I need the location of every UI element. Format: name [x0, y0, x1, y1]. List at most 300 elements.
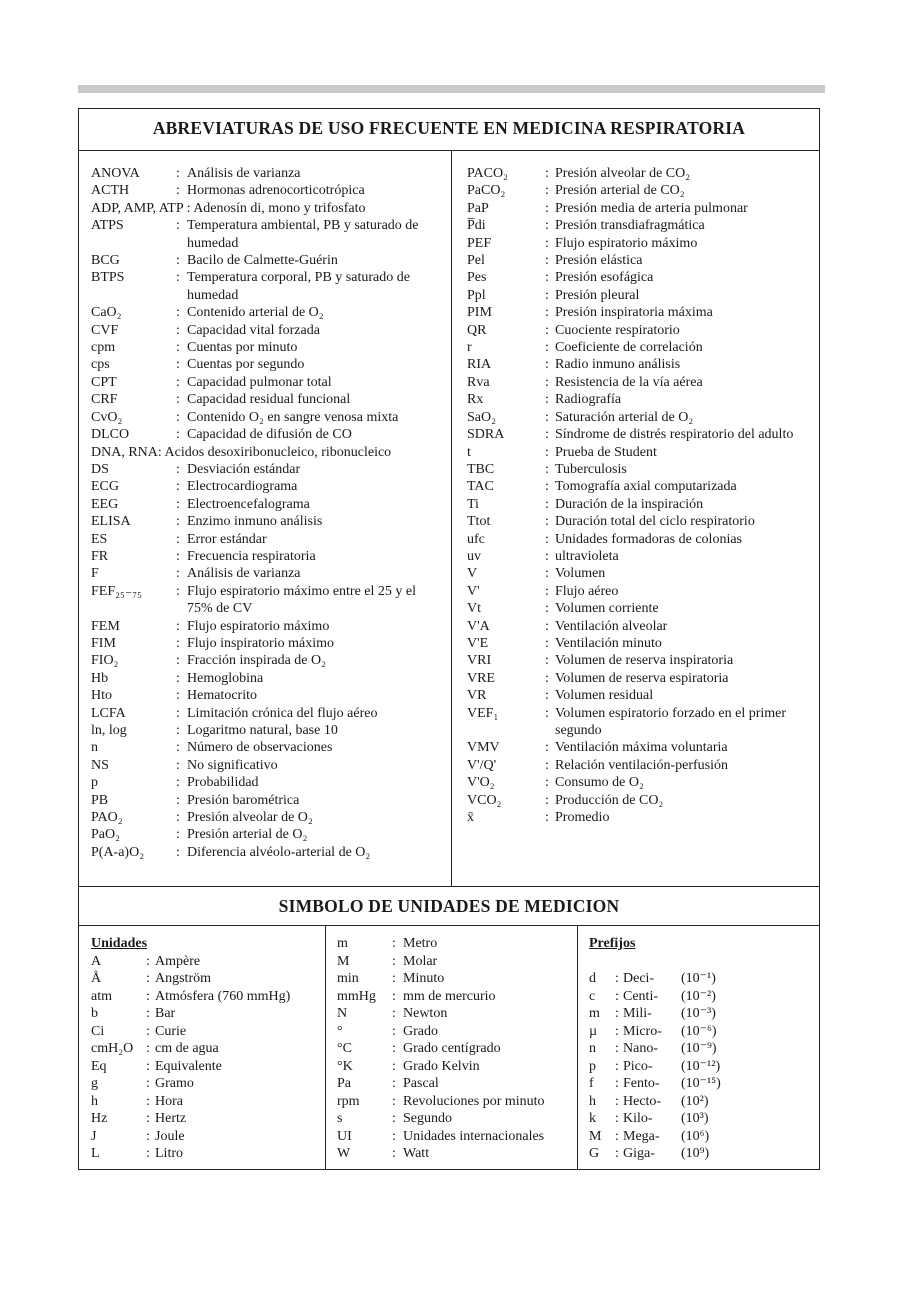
- abbreviation: CaO₂: [91, 305, 122, 321]
- units-column-2: [337, 935, 581, 1163]
- colon-separator: :: [545, 514, 549, 530]
- colon-separator: :: [545, 548, 549, 564]
- colon-separator: :: [176, 723, 180, 738]
- abbreviation: Pes: [467, 270, 487, 286]
- colon-separator: :: [176, 514, 180, 530]
- abbreviation: FEM: [91, 618, 120, 634]
- abbreviation: TBC: [467, 461, 495, 477]
- abbreviation: m: [337, 936, 348, 951]
- abbreviation: °K: [337, 1058, 353, 1074]
- abbreviation: h: [91, 1093, 98, 1109]
- definition: Revoluciones por minuto: [403, 1093, 545, 1109]
- list-item: [337, 988, 581, 1006]
- list-item: [467, 565, 811, 582]
- list-item: [467, 687, 811, 704]
- colon-separator: :: [615, 1058, 619, 1074]
- definition: Temperatura ambiental, PB y saturado de humedad: [187, 218, 419, 251]
- prefix-name: Giga-: [623, 1146, 655, 1161]
- definition: Flujo espiratorio máximo: [555, 235, 698, 251]
- colon-separator: :: [176, 427, 180, 443]
- list-item: [91, 478, 441, 495]
- abbreviation: cmH₂O: [91, 1041, 134, 1056]
- title-divider: [79, 150, 819, 151]
- colon-separator: :: [615, 1146, 619, 1161]
- list-item: [91, 826, 441, 843]
- list-item: [467, 513, 811, 530]
- list-item: [467, 809, 811, 826]
- prefix-item: [589, 1075, 809, 1093]
- abbreviation: PIM: [467, 305, 492, 321]
- definition: Presión pleural: [555, 287, 640, 303]
- abbreviation: n: [91, 740, 98, 756]
- colon-separator: :: [615, 1023, 619, 1039]
- definition: Angström: [155, 971, 211, 986]
- colon-separator: :: [176, 566, 180, 582]
- colon-separator: :: [176, 757, 180, 773]
- prefix-exponent: (10⁻¹): [681, 971, 716, 986]
- definition: Presión esofágica: [555, 270, 654, 286]
- abbreviation: p: [91, 775, 98, 791]
- abbreviation: g: [91, 1076, 98, 1091]
- units-section-title: SIMBOLO DE UNIDADES DE MEDICION: [278, 896, 620, 916]
- abbreviation: ES: [91, 531, 108, 547]
- abbreviation: FEF₂₅₋₇₅: [91, 583, 143, 599]
- abbreviation: FIO₂: [91, 653, 119, 669]
- units-column: [91, 935, 329, 1163]
- list-item: [467, 496, 811, 513]
- list-item: [91, 496, 441, 513]
- colon-separator: :: [176, 409, 180, 425]
- list-item: [91, 757, 441, 774]
- definition: Equivalente: [155, 1058, 222, 1074]
- colon-separator: :: [545, 200, 549, 216]
- definition: Grado: [403, 1023, 438, 1039]
- definition: Atmósfera (760 mmHg): [155, 988, 291, 1004]
- colon-separator: :: [545, 705, 549, 721]
- abbreviation: P̅di: [467, 218, 486, 234]
- colon-separator: :: [392, 1146, 396, 1161]
- colon-separator: :: [146, 971, 150, 986]
- list-item: [91, 426, 441, 443]
- colon-separator: :: [545, 618, 549, 634]
- definition: Frecuencia respiratoria: [187, 548, 316, 564]
- list-item: [467, 356, 811, 373]
- prefix-name: Nano-: [623, 1041, 658, 1056]
- colon-separator: :: [146, 1041, 150, 1056]
- abbreviation: t: [467, 444, 471, 460]
- prefix-symbol: n: [589, 1041, 596, 1056]
- definition: Volumen residual: [555, 688, 654, 704]
- abbreviation: TAC: [467, 479, 494, 495]
- list-item: [467, 322, 811, 339]
- definition: Curie: [155, 1023, 187, 1039]
- colon-separator: :: [545, 287, 549, 303]
- abbreviation: V'O₂: [467, 775, 495, 791]
- colon-separator: :: [176, 496, 180, 512]
- definition: Producción de CO₂: [555, 792, 664, 808]
- abbreviation: ACTH: [91, 183, 130, 199]
- abbreviation: atm: [91, 988, 112, 1004]
- definition: Unidades internacionales: [403, 1128, 545, 1144]
- prefix-item: [589, 1023, 809, 1041]
- prefix-symbol: G: [589, 1146, 600, 1161]
- colon-separator: :: [615, 971, 619, 986]
- abbreviation: EEG: [91, 496, 119, 512]
- abbreviation: W: [337, 1146, 351, 1161]
- definition: Consumo de O₂: [555, 775, 644, 791]
- prefix-item: [589, 1093, 809, 1111]
- definition: Diferencia alvéolo-arterial de O₂: [187, 844, 371, 860]
- abbreviation: ufc: [467, 531, 485, 547]
- definition: Cuentas por minuto: [187, 340, 298, 356]
- abbreviation: Rva: [467, 374, 490, 390]
- colon-separator: :: [545, 688, 549, 704]
- prefix-name: Pico-: [623, 1058, 653, 1074]
- definition: Presión alveolar de O₂: [187, 810, 313, 826]
- abbreviation: Ppl: [467, 287, 486, 303]
- list-item: [337, 1040, 581, 1058]
- colon-separator: :: [545, 583, 549, 599]
- list-item: [467, 304, 811, 321]
- colon-separator: :: [615, 1128, 619, 1144]
- colon-separator: :: [176, 740, 180, 756]
- definition: Volumen de reserva inspiratoria: [555, 653, 734, 669]
- abbreviation: PaCO₂: [467, 183, 506, 199]
- abbreviation: Hz: [91, 1111, 108, 1126]
- abbreviation: Rx: [467, 392, 484, 408]
- definition: Hora: [155, 1093, 183, 1109]
- colon-separator: :: [392, 1076, 396, 1091]
- list-item: [91, 356, 441, 373]
- colon-separator: :: [176, 827, 180, 843]
- prefix-name: Micro-: [623, 1023, 662, 1039]
- definition: Presión alveolar de CO₂: [555, 166, 691, 181]
- abbreviation: ln, log: [91, 723, 127, 738]
- abbreviation: PB: [91, 792, 109, 808]
- definition: Relación ventilación-perfusión: [555, 757, 728, 773]
- colon-separator: :: [392, 1023, 396, 1039]
- abbreviation: VEF₁: [467, 705, 499, 721]
- colon-separator: :: [176, 810, 180, 826]
- definition: Molar: [403, 953, 438, 969]
- colon-separator: :: [176, 392, 180, 408]
- colon-separator: :: [545, 340, 549, 356]
- list-item: [467, 548, 811, 565]
- abbreviation: V'/Q': [467, 757, 497, 773]
- colon-separator: :: [176, 218, 180, 234]
- definition: Volumen: [555, 566, 606, 582]
- definition: Presión barométrica: [187, 792, 300, 808]
- colon-separator: :: [615, 1111, 619, 1126]
- definition: Segundo: [403, 1111, 452, 1126]
- definition: Cuentas por segundo: [187, 357, 305, 373]
- definition: Watt: [403, 1146, 430, 1161]
- definition: Tuberculosis: [555, 461, 627, 477]
- colon-separator: :: [176, 775, 180, 791]
- colon-separator: :: [176, 374, 180, 390]
- abbreviations-right-column: [467, 165, 811, 826]
- colon-separator: :: [545, 496, 549, 512]
- colon-separator: :: [392, 1093, 396, 1109]
- colon-separator: :: [146, 1128, 150, 1144]
- prefix-exponent: (10⁶): [681, 1128, 710, 1144]
- definition: Hemoglobina: [187, 670, 264, 686]
- colon-separator: :: [146, 1006, 150, 1021]
- colon-separator: :: [545, 235, 549, 251]
- colon-separator: :: [545, 531, 549, 547]
- list-item: [467, 635, 811, 652]
- column-divider: [451, 150, 452, 886]
- definition: Radio inmuno análisis: [555, 357, 681, 373]
- list-item: [467, 600, 811, 617]
- list-item: [337, 1110, 581, 1128]
- top-gray-rule: [78, 85, 825, 93]
- definition: Coeficiente de correlación: [555, 340, 703, 356]
- abbreviation: VRI: [467, 653, 492, 669]
- abbreviation: ATPS: [91, 218, 124, 234]
- colon-separator: :: [545, 166, 549, 181]
- list-item: [467, 792, 811, 809]
- prefix-symbol: µ: [589, 1023, 598, 1039]
- abbreviation: ELISA: [91, 514, 131, 530]
- definition: Metro: [403, 936, 438, 951]
- colon-separator: :: [176, 688, 180, 704]
- definition: Contenido arterial de O₂: [187, 305, 324, 321]
- abbreviation: mmHg: [337, 988, 376, 1004]
- prefix-symbol: h: [589, 1093, 596, 1109]
- list-item: [467, 583, 811, 600]
- prefix-exponent: (10³): [681, 1111, 709, 1126]
- prefix-symbol: c: [589, 988, 596, 1004]
- prefix-symbol: f: [589, 1076, 594, 1091]
- abbreviation: Å: [91, 971, 102, 986]
- colon-separator: :: [176, 166, 180, 181]
- list-item: [91, 583, 441, 618]
- definition: Flujo inspiratorio máximo: [187, 635, 334, 651]
- definition: Promedio: [555, 810, 610, 826]
- colon-separator: :: [176, 705, 180, 721]
- prefix-item: [589, 1040, 809, 1058]
- list-item: [467, 269, 811, 286]
- prefix-item: [589, 1110, 809, 1128]
- definition: cm de agua: [155, 1041, 219, 1056]
- definition: ultravioleta: [555, 548, 619, 564]
- abbreviation: V': [467, 583, 480, 599]
- prefix-item: [589, 970, 809, 988]
- list-item: [91, 252, 441, 269]
- colon-separator: :: [545, 253, 549, 269]
- definition: Litro: [155, 1146, 183, 1161]
- colon-separator: :: [176, 461, 180, 477]
- definition: Flujo espiratorio máximo entre el 25 y el 75% de CV: [187, 583, 417, 617]
- list-item: [91, 304, 441, 321]
- list-item: [91, 322, 441, 339]
- list-item: [91, 844, 441, 861]
- list-item: [467, 426, 811, 443]
- colon-separator: :: [615, 988, 619, 1004]
- entry-text: DNA, RNA: Acidos desoxiribonucleico, ribonucleico: [91, 444, 392, 460]
- list-item: [91, 739, 441, 756]
- abbreviation: FIM: [91, 635, 116, 651]
- definition: Capacidad de difusión de CO: [187, 427, 352, 443]
- definition: Síndrome de distrés respiratorio del adulto: [555, 427, 794, 443]
- definition: No significativo: [187, 757, 278, 773]
- abbreviation: SDRA: [467, 427, 505, 443]
- list-item: [467, 739, 811, 756]
- list-item: [91, 809, 441, 826]
- prefix-name: Kilo-: [623, 1111, 653, 1126]
- prefixes-heading: Prefijos: [589, 936, 636, 951]
- list-item: [337, 1005, 581, 1023]
- list-item: [337, 1058, 581, 1076]
- definition: Unidades formadoras de colonias: [555, 531, 742, 547]
- definition: Volumen espiratorio forzado en el primer segundo: [555, 705, 787, 738]
- abbreviation: F: [91, 566, 99, 582]
- definition: mm de mercurio: [403, 988, 496, 1004]
- abbreviation: J: [91, 1128, 97, 1144]
- colon-separator: :: [176, 479, 180, 495]
- colon-separator: :: [392, 936, 396, 951]
- colon-separator: :: [545, 670, 549, 686]
- abbreviation: Eq: [91, 1058, 107, 1074]
- colon-separator: :: [545, 374, 549, 390]
- list-item: [467, 774, 811, 791]
- colon-separator: :: [176, 844, 180, 860]
- definition: Ventilación minuto: [555, 635, 662, 651]
- definition: Presión transdiafragmática: [555, 218, 705, 234]
- abbreviation: min: [337, 971, 359, 986]
- definition: Presión media de arteria pulmonar: [555, 200, 748, 216]
- list-item: [337, 970, 581, 988]
- list-item: [91, 1110, 329, 1128]
- list-item: [91, 1023, 329, 1041]
- definition: Capacidad residual funcional: [187, 392, 351, 408]
- colon-separator: :: [545, 218, 549, 234]
- prefix-name: Mili-: [623, 1006, 652, 1021]
- prefix-exponent: (10⁹): [681, 1146, 710, 1161]
- list-item: [467, 182, 811, 199]
- definition: Radiografía: [555, 392, 622, 408]
- abbreviation: Vt: [467, 601, 481, 617]
- list-item: [467, 478, 811, 495]
- list-item: [91, 652, 441, 669]
- list-item: [91, 269, 441, 304]
- abbreviation: CRF: [91, 392, 118, 408]
- list-item: [467, 705, 811, 740]
- definition: Fracción inspirada de O₂: [187, 653, 327, 669]
- definition: Análisis de varianza: [187, 566, 301, 582]
- list-item: [91, 988, 329, 1006]
- abbreviation: Pel: [467, 253, 485, 269]
- colon-separator: :: [176, 653, 180, 669]
- list-item: [337, 1075, 581, 1093]
- list-item: [337, 1128, 581, 1146]
- list-item: [91, 792, 441, 809]
- definition: Ampère: [155, 953, 201, 969]
- prefix-item: [589, 1145, 809, 1163]
- abbreviation: LCFA: [91, 705, 126, 721]
- definition: Newton: [403, 1006, 448, 1021]
- abbreviation: RIA: [467, 357, 492, 373]
- abbreviation: uv: [467, 548, 481, 564]
- definition: Capacidad pulmonar total: [187, 374, 332, 390]
- abbreviation: Hb: [91, 670, 109, 686]
- definition: Hematocrito: [187, 688, 257, 704]
- list-item: [337, 1145, 581, 1163]
- colon-separator: :: [545, 322, 549, 338]
- colon-separator: :: [176, 618, 180, 634]
- list-item: [467, 217, 811, 234]
- colon-separator: :: [545, 566, 549, 582]
- abbreviation: CPT: [91, 374, 117, 390]
- colon-separator: :: [146, 1146, 150, 1161]
- definition: Presión elástica: [555, 253, 643, 269]
- colon-separator: :: [545, 305, 549, 321]
- definition: Volumen corriente: [555, 601, 659, 617]
- prefix-exponent: (10⁻²): [681, 988, 716, 1004]
- colon-separator: :: [545, 810, 549, 826]
- colon-separator: :: [146, 1058, 150, 1074]
- abbreviation: PEF: [467, 235, 492, 251]
- abbreviation: VCO₂: [467, 792, 502, 808]
- abbreviation: ANOVA: [91, 166, 140, 181]
- colon-separator: :: [392, 1111, 396, 1126]
- definition: Presión arterial de CO₂: [555, 183, 685, 199]
- colon-separator: :: [545, 392, 549, 408]
- definition: Desviación estándar: [187, 461, 301, 477]
- definition: Electrocardiograma: [187, 479, 298, 495]
- prefix-exponent: (10⁻¹²): [681, 1058, 721, 1074]
- abbreviation: PaO₂: [91, 827, 120, 843]
- list-item: [467, 287, 811, 304]
- list-item: [467, 165, 811, 182]
- abbreviation: PAO₂: [91, 810, 123, 826]
- list-item: [337, 953, 581, 971]
- list-item: [91, 444, 441, 461]
- abbreviation: °C: [337, 1041, 352, 1056]
- colon-separator: :: [545, 479, 549, 495]
- list-item: [91, 1093, 329, 1111]
- colon-separator: :: [545, 792, 549, 808]
- entry-text: ADP, AMP, ATP : Adenosín di, mono y trifosfato: [91, 200, 366, 216]
- list-item: [467, 444, 811, 461]
- list-item: [91, 339, 441, 356]
- colon-separator: :: [176, 322, 180, 338]
- colon-separator: :: [176, 583, 180, 599]
- list-item: [91, 182, 441, 199]
- prefix-item: [589, 1128, 809, 1146]
- definition: Bacilo de Calmette-Guérin: [187, 253, 338, 269]
- colon-separator: :: [392, 1041, 396, 1056]
- colon-separator: :: [545, 757, 549, 773]
- prefix-item: [589, 1058, 809, 1076]
- definition: Electroencefalograma: [187, 496, 310, 512]
- colon-separator: :: [545, 270, 549, 286]
- colon-separator: :: [545, 740, 549, 756]
- prefixes-column: [589, 935, 809, 1163]
- colon-separator: :: [545, 775, 549, 791]
- colon-separator: :: [615, 1076, 619, 1091]
- list-item: [91, 548, 441, 565]
- abbreviation: Ci: [91, 1023, 105, 1039]
- colon-separator: :: [545, 601, 549, 617]
- colon-separator: :: [176, 635, 180, 651]
- definition: Joule: [155, 1128, 185, 1144]
- abbreviation: V'E: [467, 635, 489, 651]
- colon-separator: :: [615, 1041, 619, 1056]
- colon-separator: :: [545, 183, 549, 199]
- abbreviation: QR: [467, 322, 487, 338]
